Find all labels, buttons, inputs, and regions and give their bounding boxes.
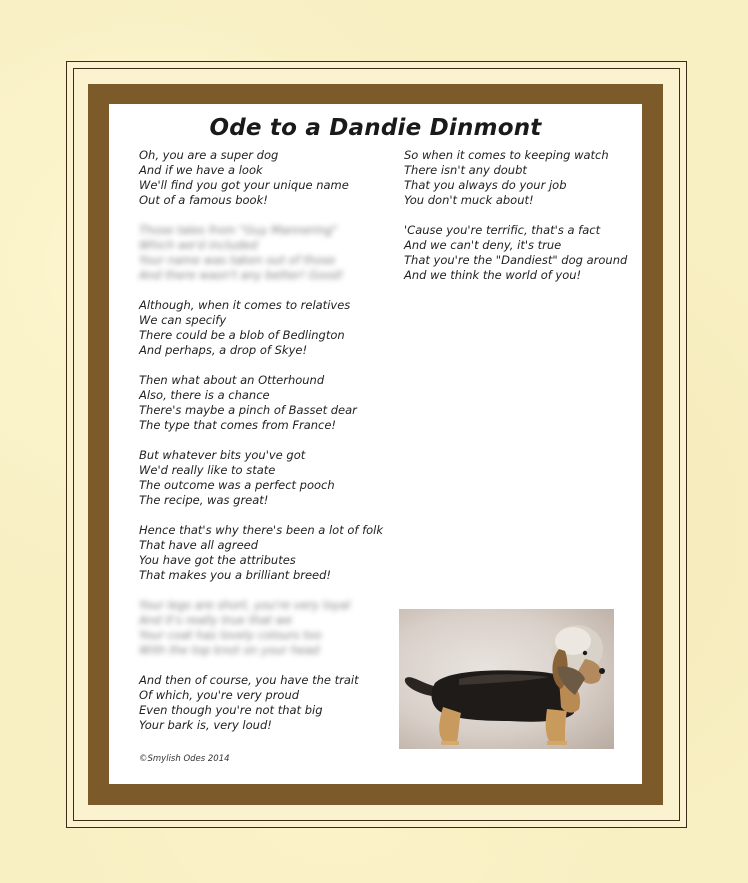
poem-line: There could be a blob of Bedlington (139, 328, 345, 342)
blurred-stanza (139, 223, 389, 283)
poem-line: The type that comes from France! (139, 418, 337, 432)
poem-line: Of which, you're very proud (139, 688, 300, 702)
poem-line: And we can't deny, it's true (404, 238, 562, 252)
poem-line: That you're the "Dandiest" dog around (404, 253, 628, 267)
poem-line: So when it comes to keeping watch (404, 148, 609, 162)
poem-stanza (139, 673, 389, 733)
poem-line: We'd really like to state (139, 463, 276, 477)
poem-line: Which we'd included (139, 238, 258, 252)
poem-line: Then what about an Otterhound (139, 373, 325, 387)
poem-sheet (109, 104, 642, 784)
poem-line: And if we have a look (139, 163, 263, 177)
poem-line: And we think the world of you! (404, 268, 582, 282)
poem-stanza (139, 373, 389, 433)
dog-icon (399, 609, 614, 749)
poem-stanza (404, 148, 634, 208)
poem-line: Out of a famous book! (139, 193, 268, 207)
poem-line: Although, when it comes to relatives (139, 298, 351, 312)
poem-line: And there wasn't any better! Good! (139, 268, 344, 282)
poem-line: And then of course, you have the trait (139, 673, 359, 687)
poem-line: We'll find you got your unique name (139, 178, 349, 192)
poem-line: We can specify (139, 313, 227, 327)
poem-line: That makes you a brilliant breed! (139, 568, 332, 582)
poem-line: Those tales from "Guy Mannering" (139, 223, 338, 237)
poem-line: 'Cause you're terrific, that's a fact (404, 223, 601, 237)
poem-line: The outcome was a perfect pooch (139, 478, 335, 492)
poem-stanza (139, 523, 389, 583)
poem-line: Hence that's why there's been a lot of folk (139, 523, 384, 537)
poem-column-right (404, 148, 634, 283)
poem-line: Also, there is a chance (139, 388, 270, 402)
poem-line: And perhaps, a drop of Skye! (139, 343, 308, 357)
poem-line: Your bark is, very loud! (139, 718, 272, 732)
poem-line: There isn't any doubt (404, 163, 527, 177)
blurred-stanza (139, 598, 389, 658)
poem-column-left (139, 148, 389, 733)
poem-line: That have all agreed (139, 538, 259, 552)
poem-line: Oh, you are a super dog (139, 148, 279, 162)
copyright-note: ©Smylish Odes 2014 (139, 754, 230, 764)
dandie-dinmont-dog-photo (399, 609, 614, 749)
poem-line: Your coat has lovely colours too (139, 628, 322, 642)
poem-line: Your name was taken out of those (139, 253, 336, 267)
poem-line: The recipe, was great! (139, 493, 269, 507)
poem-line: And it's really true that we (139, 613, 293, 627)
poem-stanza (139, 148, 389, 208)
poem-line: You don't muck about! (404, 193, 534, 207)
poem-line: Your legs are short, you're very loyal (139, 598, 351, 612)
poem-line: Even though you're not that big (139, 703, 323, 717)
poem-line: You have got the attributes (139, 553, 296, 567)
poem-line: But whatever bits you've got (139, 448, 306, 462)
poem-stanza (139, 448, 389, 508)
poem-title: Ode to a Dandie Dinmont (209, 115, 542, 141)
poem-stanza (404, 223, 634, 283)
poem-line: That you always do your job (404, 178, 567, 192)
poem-line: With the top knot on your head (139, 643, 320, 657)
poem-line: There's maybe a pinch of Basset dear (139, 403, 357, 417)
poem-stanza (139, 298, 389, 358)
